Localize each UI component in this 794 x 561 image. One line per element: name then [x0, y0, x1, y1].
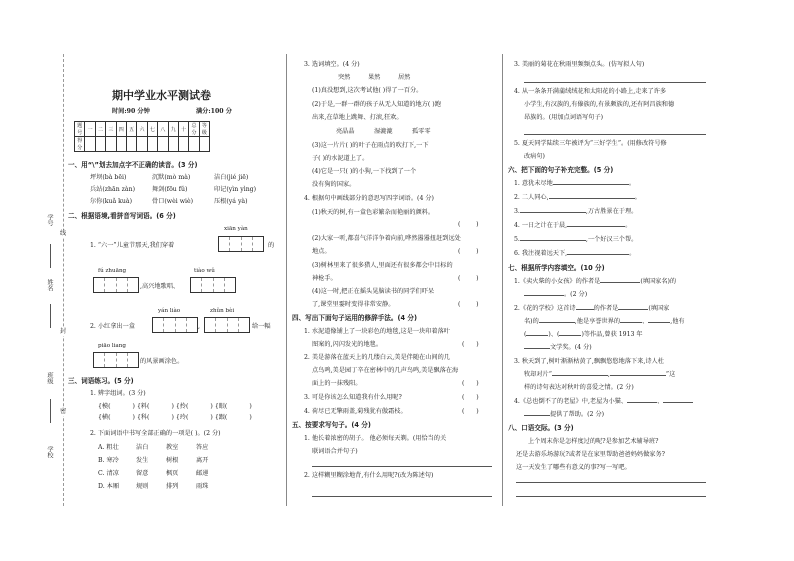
- s3-char: {拎(: [175, 403, 189, 410]
- s6-line-2: [514, 194, 641, 202]
- s2-pinyin-3a: yán liào: [158, 308, 181, 314]
- s2-line-1b: 的: [268, 242, 275, 249]
- s1-item: 舞剑(fōu fǔ): [152, 186, 188, 193]
- score-cell: 等级: [199, 122, 209, 137]
- s3-q2: 2. 下面词语中书写全部正确的一项是( )。(2 分): [90, 430, 221, 437]
- s7-blank[interactable]: [610, 375, 666, 376]
- s6-text: ,一个好汉三个帮。: [585, 236, 638, 243]
- s1-item: 尔你(kuǎ kuà): [90, 198, 133, 205]
- binding-line-class: [50, 399, 51, 423]
- q4-line-2: (2)大家一听,都喜气洋洋争着向前,哗然嚣嚣扭赶到远处: [312, 235, 461, 242]
- s7-q3a: 3. 秋天到了,树叶渐渐枯黄了,飘飘悠悠地落下来,诗人杜: [514, 358, 664, 365]
- s1-item: 骨口(wèi wiè): [152, 198, 194, 205]
- option-word: 树根: [166, 457, 179, 464]
- s3-bracket: ): [171, 403, 174, 410]
- s1-item: 压根(yá yà): [214, 198, 248, 205]
- score-cell: 一: [85, 122, 95, 137]
- s3-q1-row-1: [98, 403, 252, 411]
- score-cell: 三: [106, 122, 116, 137]
- s1-item: 沉默(mò mà): [152, 174, 191, 181]
- s3-option-d[interactable]: [98, 483, 208, 491]
- s2-box-6[interactable]: [93, 352, 139, 368]
- s2-line-1a: 1. “六一”儿童节那天,我们穿着: [90, 242, 175, 249]
- score-input[interactable]: [189, 137, 199, 152]
- q3-line-5: 子( )的水泥道上了。: [312, 155, 369, 162]
- score-cell: 九: [168, 122, 178, 137]
- s1-item: 印记(yìn yìng): [214, 186, 257, 193]
- s2-pinyin-1: xiān yàn: [224, 226, 248, 232]
- s7-blank[interactable]: [600, 282, 640, 283]
- s7-text: 这: [669, 371, 676, 378]
- score-input[interactable]: [95, 137, 105, 152]
- s3-bracket: ): [210, 403, 213, 410]
- s5-q4c: 昂族的。(用加点词语写句子): [524, 114, 604, 121]
- s3-option-a[interactable]: [98, 444, 208, 452]
- s7-text: ”: [665, 371, 670, 378]
- s6-line-5: [514, 236, 637, 244]
- q4-line-6: (4)这一时,把正在摇头晃脑读书的同学们吓呆: [312, 288, 435, 295]
- score-cell: 得分: [75, 137, 85, 152]
- s4-line-4: 点鸟鸣,美是园丁辛在密林中的几声鸟鸣,美是飘落在海: [312, 367, 459, 374]
- s2-box-1[interactable]: [218, 236, 264, 252]
- s2-pinyin-2b: tiào wǔ: [194, 268, 215, 274]
- s4-line-5: 面上的一抹残阳。: [312, 380, 362, 387]
- score-table-header-row: [75, 122, 210, 137]
- q4-answer-4[interactable]: ( ): [458, 301, 479, 308]
- s7-blank[interactable]: [539, 322, 575, 323]
- s8-prompt-3: 这一天发生了哪些有意义的事?写一写吧。: [516, 464, 631, 471]
- s8-prompt-1: 上个周末你是怎样度过的呢?是参加艺术辅导班?: [528, 438, 659, 445]
- word-bank-item: 孤零零: [412, 128, 431, 135]
- s7-text: ,他有: [670, 318, 685, 325]
- s3-option-c[interactable]: [98, 470, 208, 478]
- s7-text: )等作品,曾获 1913 年: [581, 331, 643, 338]
- s6-line-6: [514, 250, 635, 258]
- s7-blank[interactable]: [552, 375, 608, 376]
- binding-mark-feng: 封: [60, 328, 67, 335]
- s5-q4a: 4. 从一条条开满蒲绒绒花和太阳花的小路上,走来了许多: [514, 88, 667, 95]
- s7-blank[interactable]: [524, 295, 564, 296]
- s3-bracket: ): [210, 414, 213, 421]
- s4-answer-3[interactable]: ( ): [462, 394, 479, 401]
- s6-text: 1. 意犹未尽地: [514, 180, 553, 187]
- s6-blank[interactable]: [553, 184, 629, 185]
- binding-mark-xian: 线: [60, 230, 67, 237]
- s7-text: 。(2 分): [564, 291, 588, 298]
- s4-line-6: 3. 可是你该怎么知道我有什么用呢?: [304, 394, 402, 401]
- option-word: 离开: [196, 457, 209, 464]
- option-word: A. 粗壮: [98, 444, 119, 451]
- s2-pinyin-3b: zhǔn bèi: [210, 308, 235, 314]
- s7-text: (填国家名)的: [640, 278, 677, 285]
- s7-blank[interactable]: [648, 322, 670, 323]
- s7-blank[interactable]: [618, 309, 648, 310]
- s6-text: 5.: [514, 236, 520, 243]
- s7-text: 文学奖。(4 分): [550, 344, 592, 351]
- option-word: 邮递: [196, 470, 209, 477]
- section-4-heading: 四、写出下面句子运用的修辞手法。(4 分): [292, 314, 418, 322]
- s4-line-7: 4. 荷尽已无擎雨盖,菊残犹有傲霜枝。: [304, 408, 407, 415]
- score-input[interactable]: [168, 137, 178, 152]
- score-input[interactable]: [126, 137, 136, 152]
- s6-text: ,万古胜景在于理。: [585, 208, 638, 215]
- q4-answer-3[interactable]: ( ): [458, 275, 479, 282]
- s7-q2-cont3: [524, 344, 592, 352]
- s6-text: 4. 一日之计在于晨,: [514, 222, 568, 229]
- q3-line-7: 没有狗的国家。: [312, 181, 356, 188]
- s6-text: 。: [628, 180, 635, 187]
- word-bank-item: 亮晶晶: [336, 128, 355, 135]
- score-cell: 四: [116, 122, 126, 137]
- option-word: 发生: [136, 457, 149, 464]
- s7-text: 的作者是: [593, 305, 619, 312]
- q4-answer-2[interactable]: ( ): [458, 248, 479, 255]
- s3-option-b[interactable]: [98, 457, 208, 465]
- s2-line-4: 的风景画涂色。: [140, 358, 184, 365]
- score-input[interactable]: [158, 137, 168, 152]
- s7-text: (填国家: [648, 305, 670, 312]
- score-input[interactable]: [137, 137, 147, 152]
- s7-text: 、: [642, 318, 649, 325]
- s7-q2-cont2: [524, 331, 643, 339]
- s2-pinyin-2a: fú zhuāng: [98, 268, 127, 274]
- column-divider-2: [502, 54, 503, 506]
- s4-line-2: 图案的,闪闪发光的地毯。: [312, 341, 383, 348]
- score-input[interactable]: [116, 137, 126, 152]
- s7-q1: [514, 278, 676, 286]
- binding-strip: [44, 54, 66, 506]
- s3-bracket: ): [249, 403, 252, 410]
- word-bank-item: 湿漉漉: [374, 128, 393, 135]
- score-input[interactable]: [199, 137, 209, 152]
- s7-q3e: 样的诗句表达对秋叶的喜爱之情。(2 分): [524, 384, 634, 391]
- s6-text: 。: [625, 222, 632, 229]
- s4-answer-4[interactable]: ( ): [462, 408, 479, 415]
- s6-line-1: [514, 180, 635, 188]
- s7-q4-cont: [524, 411, 604, 419]
- word-bank-item: 居然: [398, 74, 411, 81]
- s1-item: 洁白(jié jiē): [214, 174, 249, 181]
- score-table-score-row: [75, 137, 210, 152]
- s2-line-3b: ,: [198, 323, 200, 330]
- s1-row-3: [90, 198, 248, 206]
- s5-answer-line-2[interactable]: [312, 496, 492, 497]
- s7-blank[interactable]: [627, 402, 657, 403]
- exam-time: 时间:90 分钟: [112, 108, 150, 115]
- q4-line-7: 了,课堂里霎时变得非常安静。: [312, 301, 395, 308]
- q3-line-4: (3)这一片片( )的叶子在雨点的吹打下,一下: [312, 142, 429, 149]
- section-7-heading: 七、根据所学内容填空。(10 分): [508, 264, 605, 272]
- option-word: 排列: [166, 483, 179, 490]
- word-bank-item: 突然: [338, 74, 351, 81]
- s3-bracket: ): [132, 414, 135, 421]
- s7-q3b: 牧却对片“ , ”这: [524, 371, 676, 378]
- score-cell: 五: [126, 122, 136, 137]
- q4-line-4: (3)树林里来了很多猎人,里面还有很多都会中目标的: [312, 262, 453, 269]
- s6-text: 3.: [514, 208, 520, 215]
- binding-label-class: 班级: [46, 372, 53, 385]
- s7-text: 1.《卖火柴的小女孩》的作者是: [514, 278, 601, 285]
- s5-q3: 3. 美丽的菊花在秋雨里频频点头。(仿写拟人句): [514, 61, 645, 68]
- s7-q2-cont1: [524, 318, 685, 326]
- s7-blank[interactable]: [524, 415, 550, 416]
- s7-text: ,他是享誉世界的: [574, 318, 621, 325]
- option-word: 留意: [136, 470, 149, 477]
- s3-q3: 3. 选词填空。(4 分): [304, 61, 360, 68]
- s2-line-3a: 2. 小红拿出一盒: [90, 323, 135, 330]
- score-input[interactable]: [106, 137, 116, 152]
- word-bank-1: [338, 74, 410, 82]
- s8-answer-line-2[interactable]: [516, 496, 706, 497]
- word-bank-item: 果然: [368, 74, 381, 81]
- s7-blank[interactable]: [576, 309, 594, 310]
- s3-char: {横(: [98, 414, 111, 421]
- s6-blank[interactable]: [520, 240, 586, 241]
- s5-answer-line-3[interactable]: [524, 82, 706, 83]
- q4-line-5: 神枪手。: [312, 275, 337, 282]
- s7-text: )、(: [548, 331, 560, 338]
- score-table: [74, 121, 210, 152]
- column-divider-1: [286, 54, 287, 506]
- option-word: 答应: [196, 444, 209, 451]
- word-bank-2: [336, 128, 431, 136]
- option-word: 洁白: [136, 444, 149, 451]
- s7-text: 提供了帮助。(2 分): [550, 411, 605, 418]
- s5-q1: 1. 他长着浓密的胡子。 他必须每天剃。(用恰当的关: [304, 435, 447, 442]
- s7-text: 牧却对片“: [524, 371, 552, 378]
- q3-line-3: 出来,在草地上跳舞、打滚,狂欢。: [312, 114, 403, 121]
- score-cell: 二: [95, 122, 105, 137]
- s1-item: 兵站(zhān zàn): [90, 186, 136, 193]
- section-8-heading: 八、口语交际。(3 分): [508, 424, 574, 432]
- s7-q4: 4.《总也倒不了的老屋》中,老屋为小猫、 、: [514, 398, 693, 406]
- s8-answer-line-1[interactable]: [516, 482, 706, 483]
- q3-line-6: (4)它是一只( )的小狗,一下找到了一个: [312, 168, 417, 175]
- q3-line-1: (1)真没想到,这次考试他( )得了一百分。: [312, 87, 423, 94]
- s7-blank[interactable]: [526, 335, 548, 336]
- option-word: C. 清凉: [98, 470, 119, 477]
- s2-line-3c: 给一幅: [252, 323, 271, 330]
- score-cell: 题号: [75, 122, 85, 137]
- s7-blank[interactable]: [663, 402, 693, 403]
- section-2-heading: 二、根据语境,看拼音写词语。(6 分): [68, 212, 176, 220]
- s8-prompt-2: 还是去游乐场游玩?或者是在家里帮助爸爸妈妈做家务?: [516, 451, 665, 458]
- s5-q5b: 改病句): [524, 153, 545, 160]
- cut-line: [63, 54, 64, 506]
- binding-label-id: 学号: [46, 214, 53, 227]
- q4-answer-1[interactable]: ( ): [458, 221, 479, 228]
- s2-box-2[interactable]: [93, 277, 139, 293]
- score-input[interactable]: [178, 137, 188, 152]
- s4-line-3: 2. 美是游落在蓝天上的几缕白云,美是伴随在山间的几: [304, 354, 450, 361]
- s7-blank[interactable]: [559, 335, 581, 336]
- binding-label-name: 姓名: [46, 279, 53, 292]
- exam-full-score: 满分:100 分: [196, 108, 232, 115]
- binding-line-id: [50, 244, 51, 268]
- option-word: 雨珠: [196, 483, 209, 490]
- s6-text: 。: [634, 194, 641, 201]
- s3-char: {玲(: [175, 414, 189, 421]
- s7-q2: [514, 305, 669, 313]
- s6-blank[interactable]: [520, 212, 586, 213]
- s1-row-1: [90, 174, 248, 182]
- s2-line-2: ,高兴地歌唱、: [140, 283, 180, 290]
- option-word: 枫页: [166, 470, 179, 477]
- s7-blank[interactable]: [524, 348, 550, 349]
- s3-q1-row-2: [98, 414, 252, 422]
- s6-text: 2. 二人同心,: [514, 194, 549, 201]
- score-input[interactable]: [147, 137, 157, 152]
- s3-char: {眼(: [214, 403, 228, 410]
- s4-answer-1[interactable]: ( ): [462, 341, 479, 348]
- s2-box-3[interactable]: [190, 277, 236, 293]
- s6-text: 。: [629, 250, 636, 257]
- s3-bracket: ): [249, 414, 252, 421]
- s7-text: 名)的: [524, 318, 539, 325]
- q4-line-1: (1)秋天的树,有一盒色彩繁杂而艳丽的颜料。: [312, 209, 435, 216]
- score-cell: 十: [178, 122, 188, 137]
- s2-pinyin-4: piāo liang: [98, 343, 126, 349]
- s1-row-2: [90, 186, 256, 194]
- option-word: D. 本厢: [98, 483, 120, 490]
- s7-text: (: [524, 331, 527, 338]
- s3-q1: 1. 辨字组词。(3 分): [90, 390, 146, 397]
- section-3-heading: 三、词语练习。(5 分): [68, 377, 134, 385]
- score-input[interactable]: [85, 137, 95, 152]
- score-cell: 总分: [189, 122, 199, 137]
- s2-box-5[interactable]: [204, 317, 250, 333]
- binding-label-school: 学校: [46, 446, 53, 459]
- s6-text: 6. 我注视着远天下,: [514, 250, 568, 257]
- s5-q4b: 小学生,有汉族的,有傣族的,有景颇族的,还有阿昌族和德: [524, 101, 675, 108]
- q3-line-2: (2)于是,一群一群的孩子从无人知道的地方( )跑: [312, 101, 441, 108]
- s6-blank[interactable]: [567, 226, 625, 227]
- s6-blank[interactable]: [567, 254, 629, 255]
- s4-line-1: 1. 水泥道像铺上了一块彩色的地毯,这是一块印着落叶: [304, 328, 450, 335]
- title: 期中学业水平测试卷: [112, 89, 211, 102]
- s6-blank[interactable]: [549, 198, 635, 199]
- s6-line-3: [514, 208, 637, 216]
- section-6-heading: 六、把下面的句子补充完整。(5 分): [508, 166, 614, 174]
- section-5-heading: 五、按要求写句子。(4 分): [292, 421, 371, 429]
- s3-char: {料(: [136, 403, 150, 410]
- s3-char: {模(: [98, 403, 111, 410]
- s3-char: {跟(: [214, 414, 228, 421]
- s7-text: 4.《总也倒不了的老屋》中,老屋为小猫、: [514, 398, 628, 405]
- option-word: 教室: [166, 444, 179, 451]
- s1-item: 坪坝(bà bēi): [90, 174, 127, 181]
- binding-line-name: [50, 304, 51, 328]
- section-1-heading: 一、用“\”划去加点字不正确的读音。(3 分): [68, 161, 198, 169]
- s7-text: 2.《花的学校》这首诗: [514, 305, 576, 312]
- binding-mark-mi: 密: [60, 408, 67, 415]
- s5-answer-line-1[interactable]: [312, 466, 492, 467]
- s5-q2: 2. 这样糊里糊涂地背,有什么用呢?(改为陈述句): [304, 472, 434, 479]
- s3-bracket: ): [171, 414, 174, 421]
- score-cell: 七: [147, 122, 157, 137]
- s5-answer-line-4[interactable]: [524, 134, 706, 135]
- s5-q5a: 5. 夏天同学陆续三年被评为“三好学生”。(用修改符号修: [514, 140, 667, 147]
- s7-blank[interactable]: [620, 322, 642, 323]
- score-cell: 八: [158, 122, 168, 137]
- score-cell: 六: [137, 122, 147, 137]
- option-word: B. 寒冷: [98, 457, 119, 464]
- s3-bracket: ): [132, 403, 135, 410]
- s2-box-4[interactable]: [152, 317, 198, 333]
- s3-char: {科(: [136, 414, 150, 421]
- option-word: 规则: [136, 483, 149, 490]
- s6-line-4: [514, 222, 631, 230]
- s3-q4: 4. 根据句中画线部分的意思写四字词语。(4 分): [304, 195, 434, 202]
- q4-line-3: 地点。: [312, 248, 331, 255]
- s7-q1-cont: [524, 291, 587, 299]
- s4-answer-2[interactable]: ( ): [462, 380, 479, 387]
- s5-q1b: 联词语合并句子): [312, 448, 358, 455]
